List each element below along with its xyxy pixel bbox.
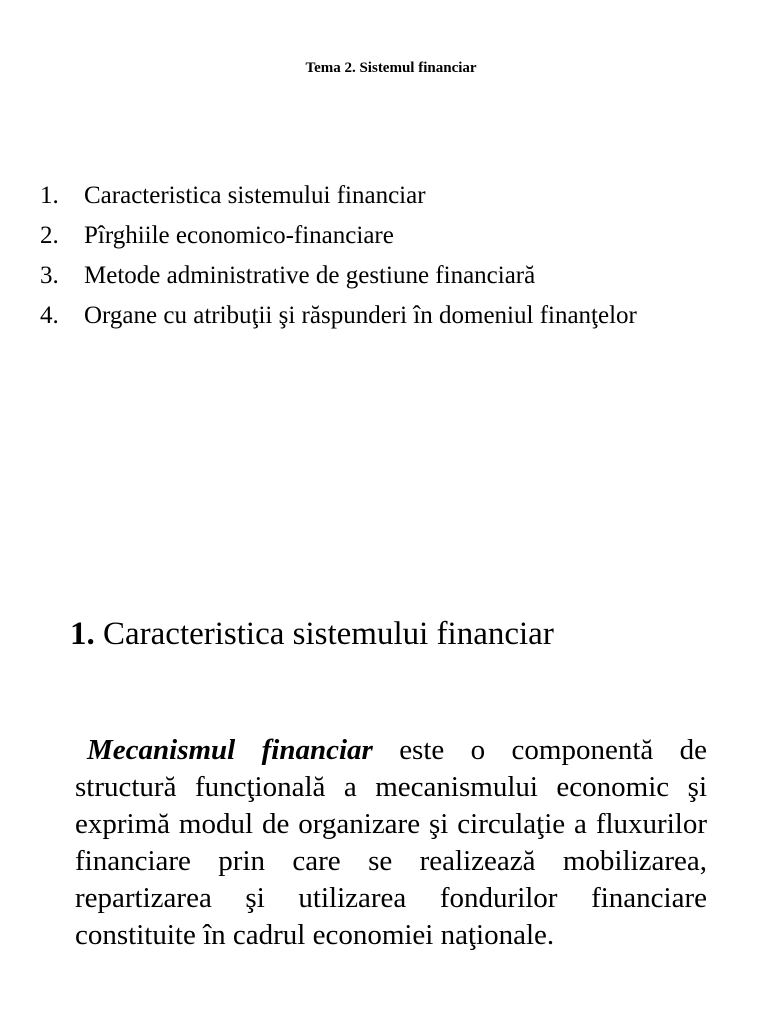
toc-item-4 xyxy=(0,301,639,331)
defined-term: Mecanismul financiar xyxy=(87,734,373,766)
toc-item-text: Caracteristica sistemului financiar xyxy=(84,182,426,209)
toc-item-3 xyxy=(0,261,639,291)
toc-item-text: Organe cu atribuţii şi răspunderi în domeniul finanţelor xyxy=(84,302,637,329)
toc-item-number: 2. xyxy=(40,222,59,249)
page-title: Tema 2. Sistemul financiar xyxy=(305,60,477,76)
toc-item-number: 1. xyxy=(40,182,59,209)
toc-item-text: Metode administrative de gestiune financiară xyxy=(84,262,536,289)
toc-item-number: 4. xyxy=(40,302,59,329)
section-heading xyxy=(70,616,554,653)
toc-item-text: Pîrghiile economico-financiare xyxy=(84,222,394,249)
toc-item-1 xyxy=(0,181,639,211)
toc-item-number: 3. xyxy=(40,262,59,289)
body-paragraph xyxy=(75,732,707,954)
toc-item-2 xyxy=(0,221,639,251)
section-title: Caracteristica sistemului financiar xyxy=(94,616,554,652)
table-of-contents xyxy=(0,181,639,341)
paragraph-text: este o componentă de structură funcţională a mecanismului economic şi exprimă modul de organizare şi circulaţie a fluxurilor financiare prin care se realizează mobilizarea, repartizarea şi utilizarea fondurilor financiare constituite în cadrul economiei naţionale. xyxy=(75,734,707,951)
section-number: 1. xyxy=(70,616,95,652)
